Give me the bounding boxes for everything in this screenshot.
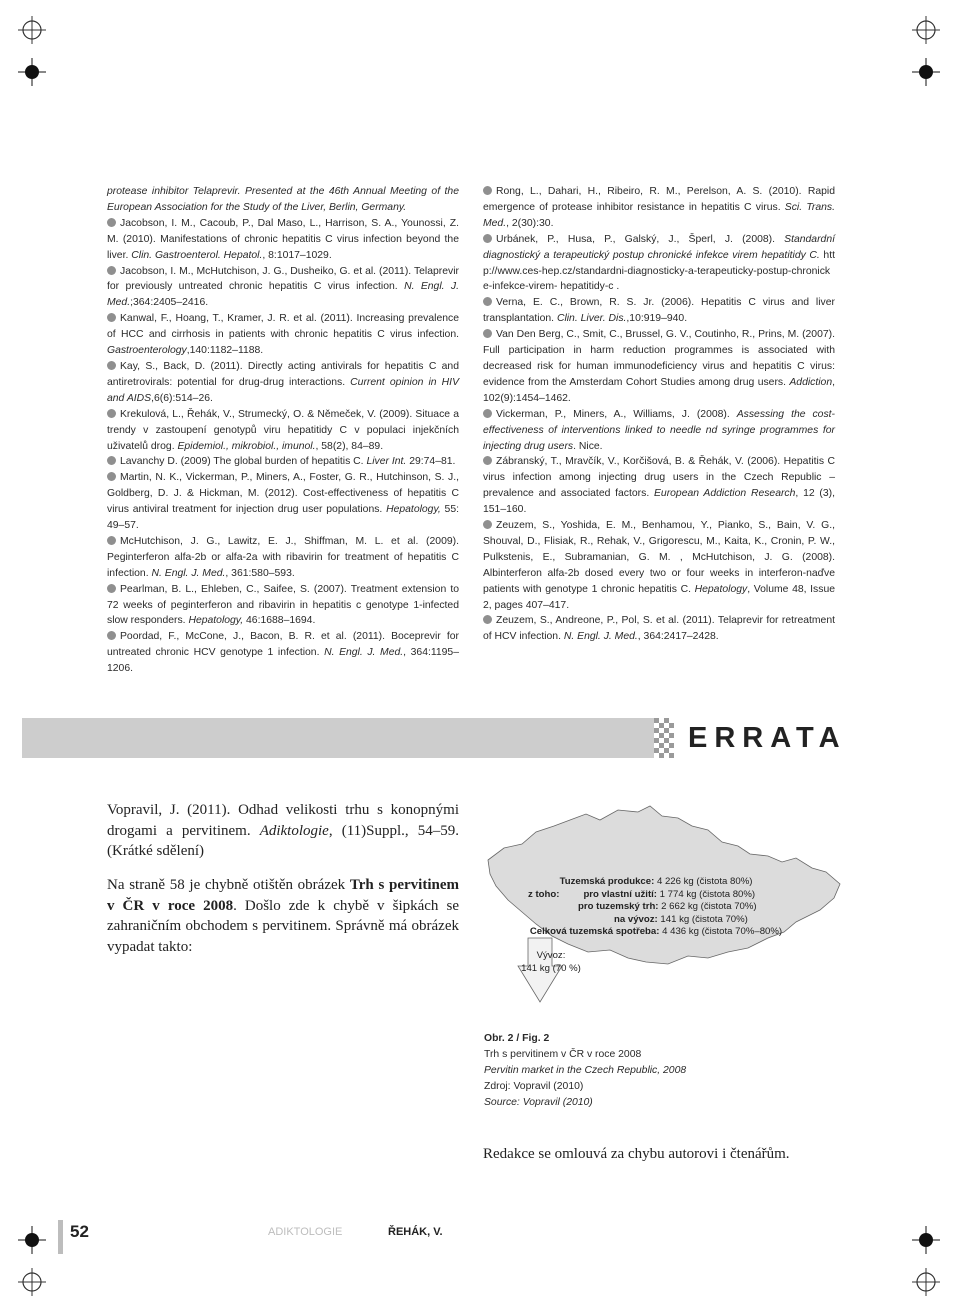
bullet-icon: [483, 409, 492, 418]
reference-item: Urbánek, P., Husa, P., Galský, J., Šperl, J. (2008). Standardní diagnostický a terapeutický postup chronické infekce virem hepatitidy C. http://www.ces-hep.cz/standardni-diagnosticky-a-terapeuticky-postup-chronicke-infekce-virem- hepatitidy-c .: [483, 233, 835, 293]
bullet-icon: [107, 218, 116, 227]
bullet-icon: [107, 456, 116, 465]
page-number: 52: [70, 1222, 89, 1241]
figure-line-domestic-market: pro tuzemský trh: 2 662 kg (čistota 70%): [578, 901, 757, 913]
bullet-icon: [107, 472, 116, 481]
reference-item: Zeuzem, S., Yoshida, E. M., Benhamou, Y., Pianko, S., Bain, V. G., Shouval, D., Flisiak, R., Rehak, V., Grigorescu, M., Kaita, K., Cronin, P. W., Pulkstenis, E., Subramanian, G. M. , McHutchison, J. G. (2008). Albinterferon alfa-2b dosed every two or four weeks in interferon-naďve patients with genotype 1 chronic hepatitis C. Hepatology, Volume 48, Issue 2, pages 407–417.: [483, 520, 836, 611]
errata-note: Na straně 58 je chybně otištěn obrázek Trh s pervitinem v ČR v roce 2008. Došlo zde k chybě v šipkách se zahraničním obchodem s pervitinem. Správně má obrázek vypadat takto:: [107, 877, 459, 955]
journal-name: ADIKTOLOGIE: [268, 1226, 343, 1238]
reference-item: Verna, E. C., Brown, R. S. Jr. (2006). Hepatitis C virus and liver transplantation. Clin. Liver. Dis.,10:919–940.: [483, 297, 835, 325]
figure-title-cz: Trh s pervitinem v ČR v roce 2008: [484, 1049, 642, 1060]
errata-citation: Vopravil, J. (2011). Odhad velikosti trhu s konopnými drogami a pervitinem. Adiktologie, (11)Suppl., 54–59. (Krátké sdělení): [107, 802, 459, 859]
bullet-icon: [483, 329, 492, 338]
reference-item: Martin, N. K., Vickerman, P., Miners, A., Foster, G. R., Hutchinson, S. J., Goldberg, D. J. & Hickman, M. (2012). Cost-effectiveness of hepatitis C virus antiviral treatment for injection drug user populations. Hepatology, 55: 49–57.: [107, 472, 459, 532]
figure-line-total-consumption: Celková tuzemská spotřeba: 4 436 kg (čistota 70%–80%): [529, 926, 783, 938]
author-name: ŘEHÁK, V.: [388, 1226, 443, 1238]
figure-legend-box: [518, 876, 794, 939]
footer-rule: [58, 1220, 63, 1254]
bullet-icon: [107, 536, 116, 545]
reference-item: Zábranský, T., Mravčík, V., Korčišová, B. & Řehák, V. (2006). Hepatitis C virus infection among injecting drug users in the Czech Republic – prevalence and associated factors. European Addiction Research, 12 (3), 151–160.: [483, 456, 835, 516]
registration-mark-icon: [18, 58, 46, 86]
reference-item: Rong, L., Dahari, H., Ribeiro, R. M., Perelson, A. S. (2010). Rapid emergence of protease inhibitor resistance in hepatitis C virus. Sci. Trans. Med., 2(30):30.: [483, 186, 835, 229]
figure-line-own-use: z toho: pro vlastní užití: 1 774 kg (čistota 80%): [528, 888, 756, 900]
errata-header-bar: [22, 718, 654, 758]
figure-title-en: Pervitin market in the Czech Republic, 2008: [484, 1065, 687, 1076]
reference-item: McHutchison, J. G., Lawitz, E. J., Shiffman, M. L. et al. (2009). Peginterferon alfa-2b or alfa-2a with ribavirin for treatment of hepatitis C infection. N. Engl. J. Med., 361:580–593.: [107, 535, 459, 579]
errata-apology: Redakce se omlouvá za chybu autorovi i čtenářům.: [483, 1146, 790, 1162]
figure-export-label: Vývoz: 141 kg (70 %): [521, 950, 581, 974]
reference-item: Lavanchy D. (2009) The global burden of hepatitis C. Liver Int. 29:74–81.: [107, 454, 459, 470]
reference-continuation: protease inhibitor Telaprevir. Presented at the 46th Annual Meeting of the European Association for the Study of the Liver, Berlin, Germany.: [107, 186, 459, 213]
figure-line-export: na vývoz: 141 kg (čistota 70%): [614, 913, 748, 925]
bullet-icon: [107, 266, 116, 275]
registration-mark-icon: [912, 1226, 940, 1254]
bullet-icon: [107, 584, 116, 593]
bullet-icon: [483, 456, 492, 465]
bullet-icon: [483, 520, 492, 529]
reference-item: Vickerman, P., Miners, A., Williams, J. (2008). Assessing the cost-effectiveness of interventions linked to needle nd syringe programmes for injecting drug users. Nice.: [483, 408, 836, 452]
reference-item: Poordad, F., McCone, J., Bacon, B. R. et al. (2011). Boceprevir for untreated chronic HCV genotype 1 infection. N. Engl. J. Med., 364:1195–1206.: [107, 631, 459, 675]
reference-item: Van Den Berg, C., Smit, C., Brussel, G. V., Coutinho, R., Prins, M. (2007). Full participation in harm reduction programmes is associated with decreased risk for human immunodeficiency virus and hepatitis C virus: evidence from the Amsterdam Cohort Studies among drug users. Addiction, 102(9):1454–1462.: [483, 329, 835, 404]
bullet-icon: [107, 409, 116, 418]
references-left-column: [107, 184, 459, 677]
bullet-icon: [107, 631, 116, 640]
registration-mark-icon: [912, 16, 940, 44]
reference-item: Zeuzem, S., Andreone, P., Pol, S. et al. (2011). Telaprevir for retreatment of HCV infection. N. Engl. J. Med., 364:2417–2428.: [483, 615, 835, 643]
references-right-column: [483, 184, 835, 645]
figure-line-production: Tuzemská produkce: 4 226 kg (čistota 80%): [559, 876, 753, 887]
errata-title: ERRATA: [688, 722, 847, 754]
figure-source-en: Source: Vopravil (2010): [484, 1097, 593, 1108]
bullet-icon: [483, 186, 492, 195]
reference-item: Krekulová, L., Řehák, V., Strumecký, O. & Němeček, V. (2009). Situace a trendy v zastoupení genotypů viru hepatitidy C v populaci injekčních uživatelů drog. Epidemiol., mikrobiol., imunol., 58(2), 84–89.: [107, 408, 459, 452]
figure-caption: [484, 1031, 686, 1111]
reference-item: Kanwal, F., Hoang, T., Kramer, J. R. et al. (2011). Increasing prevalence of HCC and cirrhosis in patients with chronic hepatitis C virus infection. Gastroenterology,140:1182–1188.: [107, 313, 459, 357]
reference-item: Jacobson, I. M., McHutchison, J. G., Dusheiko, G. et al. (2011). Telaprevir for previously untreated chronic hepatitis C virus infection. N. Engl. J. Med.;364:2405–2416.: [107, 265, 459, 309]
figure-source-cz: Zdroj: Vopravil (2010): [484, 1081, 584, 1092]
errata-pattern-icon: [654, 718, 674, 758]
registration-mark-icon: [18, 1268, 46, 1296]
reference-item: Jacobson, I. M., Cacoub, P., Dal Maso, L., Harrison, S. A., Younossi, Z. M. (2010). Manifestations of chronic hepatitis C virus infection beyond the liver. Clin. Gastroenterol. Hepatol., 8:1017–1029.: [107, 217, 459, 261]
reference-item: Kay, S., Back, D. (2011). Directly acting antivirals for hepatitis C and antiretrovirals: potential for drug-drug interactions. Current opinion in HIV and AIDS,6(6):514–26.: [107, 360, 459, 404]
bullet-icon: [107, 361, 116, 370]
bullet-icon: [107, 313, 116, 322]
bullet-icon: [483, 615, 492, 624]
registration-mark-icon: [912, 58, 940, 86]
reference-item: Pearlman, B. L., Ehleben, C., Saifee, S. (2007). Treatment extension to 72 weeks of peginterferon and ribavirin in hepatitis c genotype 1-infected slow responders. Hepatology, 46:1688–1694.: [107, 583, 459, 627]
registration-mark-icon: [912, 1268, 940, 1296]
registration-mark-icon: [18, 1226, 46, 1254]
registration-mark-icon: [18, 16, 46, 44]
bullet-icon: [483, 234, 492, 243]
figure-number: Obr. 2 / Fig. 2: [484, 1033, 550, 1044]
bullet-icon: [483, 297, 492, 306]
